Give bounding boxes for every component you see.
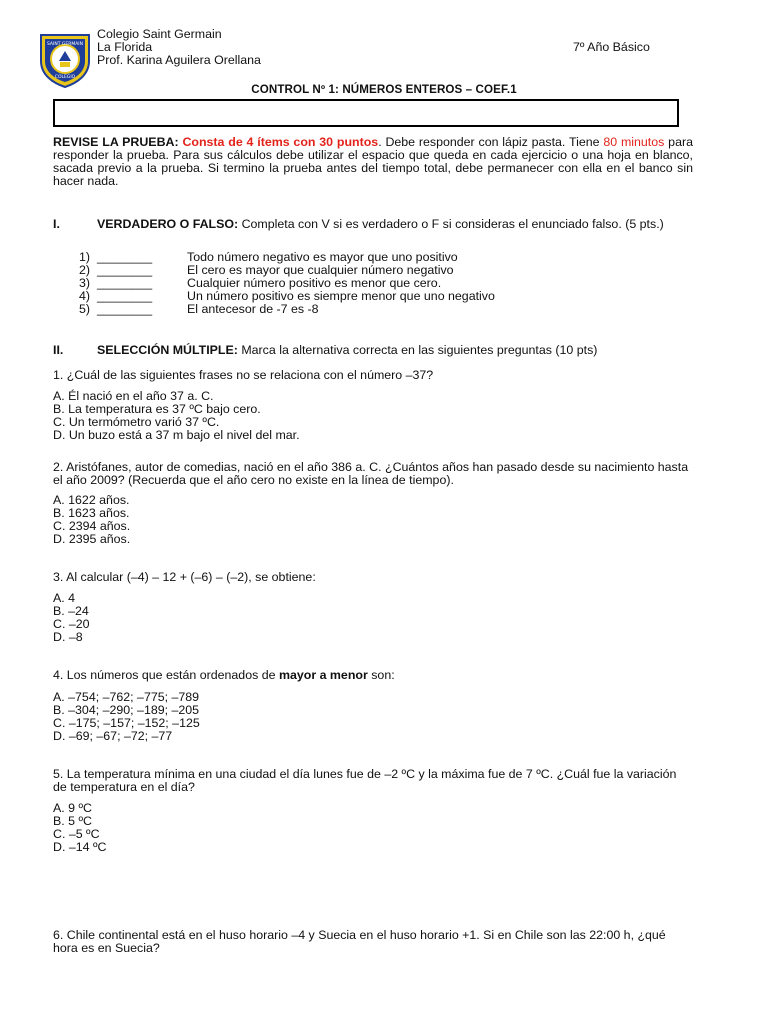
answer-option[interactable]: B. –24 bbox=[53, 604, 89, 618]
tf-statement: El antecesor de -7 es -8 bbox=[187, 302, 319, 316]
answer-option[interactable]: C. –20 bbox=[53, 617, 90, 631]
instructions-highlight: Consta de 4 ítems con 30 puntos bbox=[182, 135, 379, 149]
answer-option[interactable]: A. –754; –762; –775; –789 bbox=[53, 690, 200, 704]
answer-option[interactable]: C. 2394 años. bbox=[53, 519, 131, 533]
answer-option[interactable]: B. –304; –290; –189; –205 bbox=[53, 703, 200, 717]
instructions-label: REVISE LA PRUEBA: bbox=[53, 135, 179, 149]
section-2-instructions: Marca la alternativa correcta en las siguientes preguntas (10 pts) bbox=[241, 343, 598, 357]
student-name-box[interactable] bbox=[53, 99, 679, 127]
tf-item-number: 3) bbox=[78, 276, 90, 290]
section-1-heading bbox=[97, 218, 693, 231]
tf-answer-blank[interactable]: ________ bbox=[97, 302, 153, 316]
instructions-minutes-value: 80 bbox=[603, 135, 618, 149]
question-4-text bbox=[53, 669, 693, 682]
answer-option[interactable]: A. 1622 años. bbox=[53, 493, 130, 507]
answer-option[interactable]: C. –5 ºC bbox=[53, 827, 100, 841]
instructions-paragraph bbox=[53, 136, 693, 188]
tf-item-number: 5) bbox=[78, 302, 90, 316]
answer-option[interactable]: A. Él nació en el año 37 a. C. bbox=[53, 389, 214, 403]
grade-label: 7º Año Básico bbox=[573, 40, 650, 54]
tf-answer-blank[interactable]: ________ bbox=[97, 289, 153, 303]
svg-text:SAINT GERMAIN: SAINT GERMAIN bbox=[46, 42, 84, 47]
tf-answer-blank[interactable]: ________ bbox=[97, 276, 153, 290]
instructions-text-1: . Debe responder con lápiz pasta. Tiene bbox=[378, 135, 600, 149]
answer-option[interactable]: D. –8 bbox=[53, 630, 83, 644]
school-name: Colegio Saint Germain bbox=[97, 27, 222, 41]
question-1-text: 1. ¿Cuál de las siguientes frases no se relaciona con el número –37? bbox=[53, 368, 434, 382]
tf-statement: Todo número negativo es mayor que uno positivo bbox=[187, 250, 458, 264]
section-2-number: II. bbox=[53, 343, 64, 357]
section-2-heading bbox=[97, 344, 693, 357]
question-5-text: 5. La temperatura mínima en una ciudad el día lunes fue de –2 ºC y la máxima fue de 7 ºC. ¿Cuál fue la variación de temperatura en el día? bbox=[53, 767, 677, 794]
question-4-text-after: son: bbox=[367, 668, 395, 682]
instructions-text-2: para responder la prueba. Para sus cálculos debe utilizar el espacio que queda en cada ejercicio o una hoja en blanco, sacada previo a la prueba. Si termino la prueba antes del tiempo total, debe permanecer con ella en el banco sin hacer nada. bbox=[53, 135, 693, 188]
answer-option[interactable]: B. 1623 años. bbox=[53, 506, 130, 520]
answer-option[interactable]: C. Un termómetro varió 37 ºC. bbox=[53, 415, 220, 429]
school-crest-logo bbox=[37, 31, 93, 89]
instructions-minutes-word: minutos bbox=[620, 135, 665, 149]
tf-answer-blank[interactable]: ________ bbox=[97, 250, 153, 264]
question-2-text: 2. Aristófanes, autor de comedias, nació en el año 386 a. C. ¿Cuántos años han pasado desde su nacimiento hasta el año 2009? (Recuerda que el año cero no existe en la línea de tiempo). bbox=[53, 460, 689, 487]
svg-text:COLEGIO: COLEGIO bbox=[54, 75, 76, 80]
answer-option[interactable]: C. –175; –157; –152; –125 bbox=[53, 716, 200, 730]
page-title: CONTROL Nº 1: NÚMEROS ENTEROS – COEF.1 bbox=[251, 83, 517, 96]
tf-statement: Un número positivo es siempre menor que uno negativo bbox=[187, 289, 495, 303]
answer-option[interactable]: D. –14 ºC bbox=[53, 840, 107, 854]
answer-option[interactable]: A. 9 ºC bbox=[53, 801, 92, 815]
section-2-title: SELECCIÓN MÚLTIPLE: bbox=[97, 343, 238, 357]
answer-option[interactable]: D. –69; –67; –72; –77 bbox=[53, 729, 173, 743]
tf-answer-blank[interactable]: ________ bbox=[97, 263, 153, 277]
answer-option[interactable]: D. 2395 años. bbox=[53, 532, 131, 546]
section-1-title: VERDADERO O FALSO: bbox=[97, 217, 239, 231]
answer-option[interactable]: A. 4 bbox=[53, 591, 76, 605]
question-4-text-bold: mayor a menor bbox=[278, 668, 368, 682]
teacher-name: Prof. Karina Aguilera Orellana bbox=[97, 53, 261, 67]
question-3-text: 3. Al calcular (–4) – 12 + (–6) – (–2), se obtiene: bbox=[53, 570, 316, 584]
tf-item-number: 4) bbox=[78, 289, 90, 303]
section-1-instructions: Completa con V si es verdadero o F si consideras el enunciado falso. (5 pts.) bbox=[241, 217, 664, 231]
answer-option[interactable]: B. 5 ºC bbox=[53, 814, 92, 828]
question-4-text-before: 4. Los números que están ordenados de bbox=[53, 668, 279, 682]
tf-item-number: 2) bbox=[78, 263, 90, 277]
tf-item-number: 1) bbox=[78, 250, 90, 264]
tf-statement: El cero es mayor que cualquier número negativo bbox=[187, 263, 454, 277]
section-1-number: I. bbox=[53, 217, 60, 231]
answer-option[interactable]: D. Un buzo está a 37 m bajo el nivel del mar. bbox=[53, 428, 300, 442]
answer-option[interactable]: B. La temperatura es 37 ºC bajo cero. bbox=[53, 402, 261, 416]
school-city: La Florida bbox=[97, 40, 153, 54]
question-6-text: 6. Chile continental está en el huso horario –4 y Suecia en el huso horario +1. Si en Chile son las 22:00 h, ¿qué hora es en Suecia? bbox=[53, 928, 666, 955]
tf-statement: Cualquier número positivo es menor que cero. bbox=[187, 276, 442, 290]
